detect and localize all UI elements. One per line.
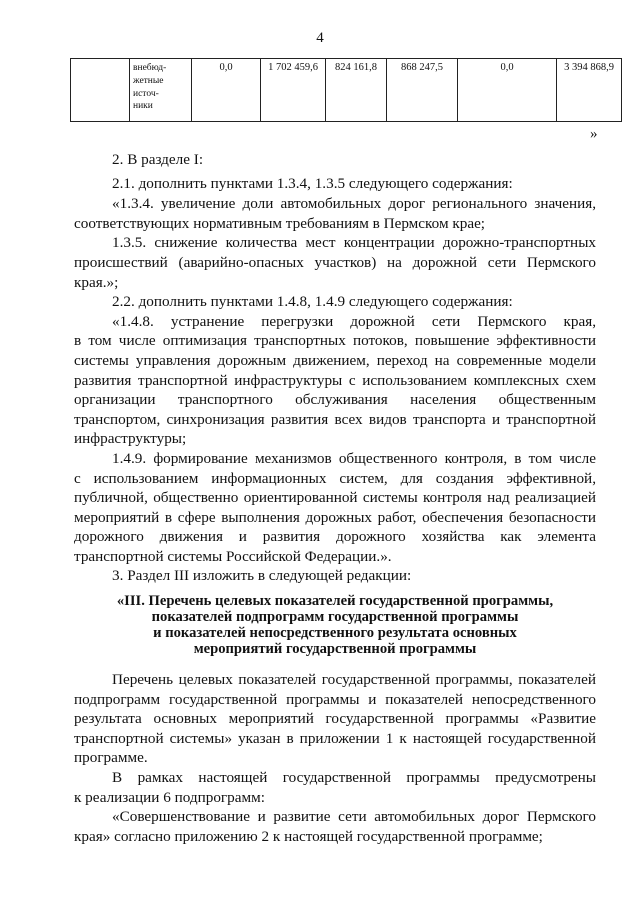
text-line: края» согласно приложению 2 к настоящей государственной программе; bbox=[74, 828, 543, 845]
text-line: «Совершенствование и развитие сети автомобильных дорог Пермского bbox=[112, 808, 596, 825]
text-line: В рамках настоящей государственной программы предусмотрены bbox=[112, 769, 596, 786]
text-line: к реализации 6 подпрограмм: bbox=[74, 789, 265, 806]
section-heading: мероприятий государственной программы bbox=[193, 641, 477, 657]
text-line: подпрограмм государственной программы и показателей непосредственного bbox=[74, 691, 596, 708]
table-cell-value: 0,0 bbox=[192, 59, 261, 122]
text-line: края.»; bbox=[74, 274, 119, 291]
table-cell-value: 1 702 459,6 bbox=[261, 59, 326, 122]
text-line: Перечень целевых показателей государственной программы, показателей bbox=[112, 671, 596, 688]
section-heading: показателей подпрограмм государственной программы bbox=[151, 609, 519, 625]
text-line: транспортной системы» указан в приложении 1 к настоящей государственной bbox=[74, 730, 596, 747]
text-line: 2.1. дополнить пунктами 1.3.4, 1.3.5 следующего содержания: bbox=[112, 175, 513, 192]
table-cell-value: 868 247,5 bbox=[387, 59, 458, 122]
page-number: 4 bbox=[316, 30, 324, 46]
text-line: «1.3.4. увеличение доли автомобильных дорог регионального значения, bbox=[112, 195, 596, 212]
text-line: с использованием информационных систем, для создания эффективной, bbox=[74, 470, 596, 487]
text-line: происшествий (аварийно-опасных участков) на дорожной сети Пермского bbox=[74, 254, 596, 271]
text-line: программе. bbox=[74, 749, 148, 766]
text-line: в том числе оптимизация транспортных потоков, повышение эффективности bbox=[74, 332, 596, 349]
text-line: 2.2. дополнить пунктами 1.4.8, 1.4.9 следующего содержания: bbox=[112, 293, 513, 310]
budget-table-fragment bbox=[70, 58, 622, 122]
text-line: 2. В разделе I: bbox=[112, 151, 204, 168]
text-line: «1.4.8. устранение перегрузки дорожной сети Пермского края, bbox=[112, 313, 596, 330]
table-cell-value: 824 161,8 bbox=[326, 59, 387, 122]
section-heading: и показателей непосредственного результата основных bbox=[153, 625, 517, 641]
table-cell-value: 3 394 868,9 bbox=[557, 59, 622, 122]
text-line: инфраструктуры; bbox=[74, 430, 187, 447]
text-line: мероприятий в сфере выполнения дорожных работ, обеспечения безопасности bbox=[74, 509, 596, 526]
table-cell-source: внебюд- жетные источ- ники bbox=[130, 59, 192, 122]
text-line: результата основных мероприятий государственной программы «Развитие bbox=[74, 710, 596, 727]
text-line: системы управления дорожным движением, переход на современные модели bbox=[74, 352, 596, 369]
text-line: дорожного движения и развития дорожного хозяйства как элемента bbox=[74, 528, 596, 545]
table-cell-empty bbox=[71, 59, 130, 122]
text-line: публичной, общественно ориентированной системы контроля над реализацией bbox=[74, 489, 596, 506]
text-line: транспортной системы Российской Федерации.». bbox=[74, 548, 392, 565]
closing-quote: » bbox=[590, 126, 598, 142]
text-line: 3. Раздел III изложить в следующей редакции: bbox=[112, 567, 412, 584]
text-line: соответствующих нормативным требованиям в Пермском крае; bbox=[74, 215, 486, 232]
text-line: организации транспортного обслуживания населения общественным bbox=[74, 391, 596, 408]
text-line: транспортом, синхронизация развития всех видов транспорта и транспортной bbox=[74, 411, 596, 428]
section-heading: «III. Перечень целевых показателей государственной программы, bbox=[116, 593, 554, 609]
text-line: 1.4.9. формирование механизмов общественного контроля, в том числе bbox=[112, 450, 596, 467]
text-line: развития транспортной инфраструктуры с использованием комплексных схем bbox=[74, 372, 596, 389]
table-row bbox=[71, 59, 622, 122]
table-cell-value: 0,0 bbox=[458, 59, 557, 122]
text-line: 1.3.5. снижение количества мест концентрации дорожно-транспортных bbox=[112, 234, 596, 251]
